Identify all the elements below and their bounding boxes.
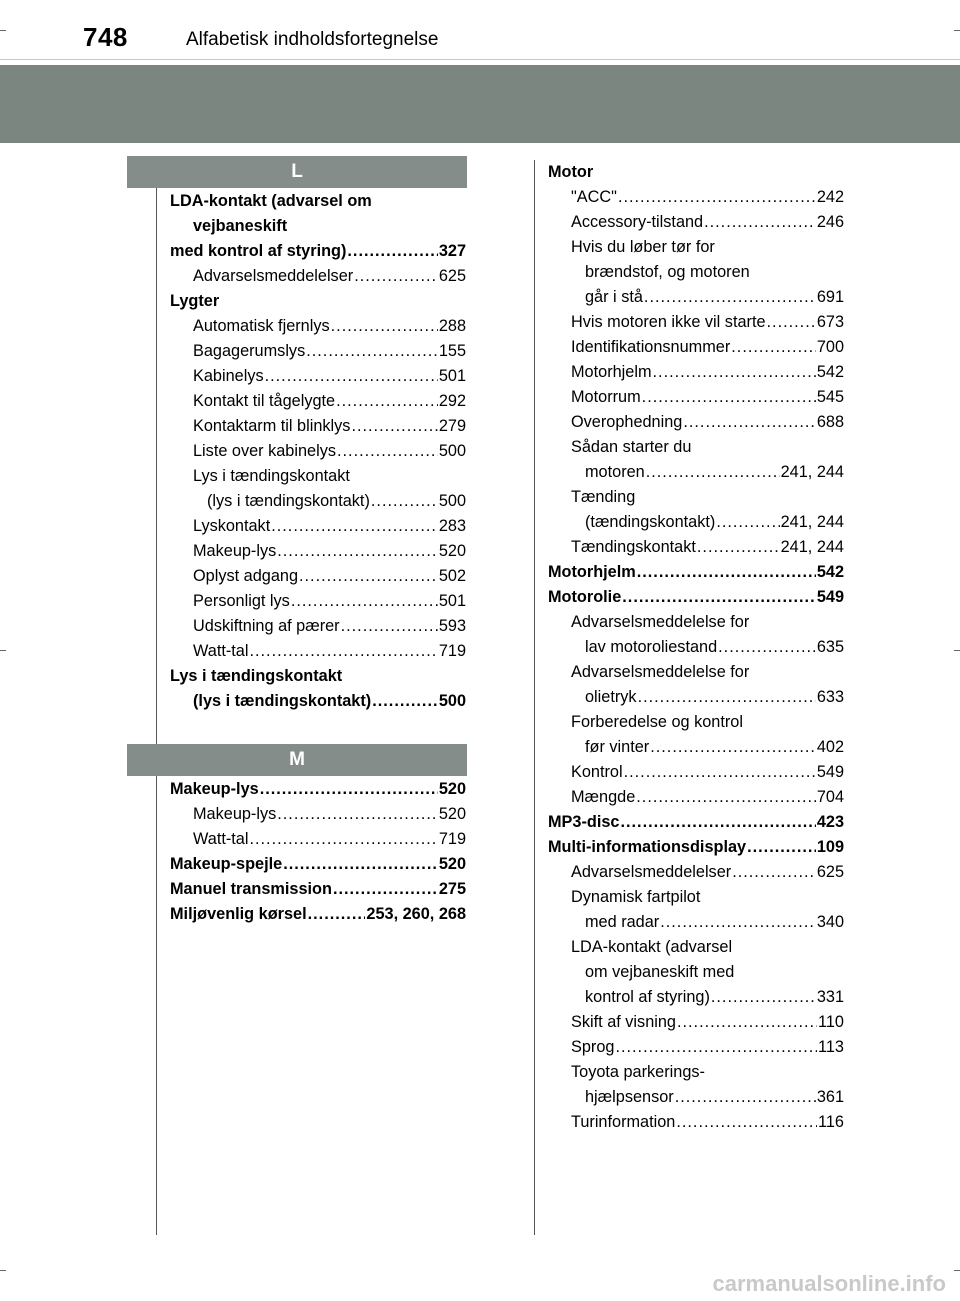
dot-leader: [697, 535, 780, 560]
index-entry-text: Advarselsmeddelelser: [571, 863, 732, 881]
index-entry-text: "ACC": [571, 188, 617, 206]
index-entry-text: Kabinelys: [193, 367, 264, 385]
crop-mark: [954, 650, 960, 651]
index-entry-page: 542: [816, 563, 844, 581]
index-entry-page: 283: [438, 517, 466, 535]
index-entry-text: Accessory-tilstand: [571, 213, 704, 231]
index-entry: [548, 185, 844, 210]
dot-leader: [331, 314, 438, 339]
dot-leader: [683, 410, 815, 435]
index-entry: [548, 485, 844, 510]
dot-leader: [283, 852, 438, 877]
dot-leader: [675, 1085, 816, 1110]
dot-leader: [638, 685, 816, 710]
index-entry: [170, 827, 466, 852]
index-entry-text: Skift af visning: [571, 1013, 676, 1031]
index-entry: [548, 985, 844, 1010]
index-entry-page: 549: [816, 763, 844, 781]
index-entry: [170, 589, 466, 614]
page-number: 748: [83, 22, 128, 52]
index-entry-page: 288: [438, 317, 466, 335]
index-entry: [548, 385, 844, 410]
index-entry-text: Automatisk fjernlys: [193, 317, 330, 335]
index-entry-page: 113: [818, 1038, 844, 1056]
index-entry: [548, 260, 844, 285]
index-entry-text: lav motoroliestand: [585, 638, 718, 656]
index-entry: [548, 860, 844, 885]
index-entry-text: Tænding: [571, 488, 636, 506]
index-entry: [548, 335, 844, 360]
index-entry: [170, 802, 466, 827]
section-m-entries: [170, 777, 466, 927]
index-entry: [548, 1060, 844, 1085]
watermark: carmanualsonline.info: [712, 1271, 946, 1296]
index-entry: [548, 910, 844, 935]
index-entry-text: kontrol af styring): [585, 988, 710, 1006]
index-entry: [170, 414, 466, 439]
index-entry-page: 520: [438, 542, 466, 560]
dot-leader: [249, 827, 437, 852]
dot-leader: [653, 360, 816, 385]
index-entry: [170, 314, 466, 339]
index-entry-text: Motorhjelm: [571, 363, 652, 381]
index-entry-page: 501: [438, 592, 466, 610]
index-entry: [170, 364, 466, 389]
crop-mark: [0, 30, 6, 31]
index-entry-text: Motorhjelm: [548, 563, 636, 581]
dot-leader: [650, 735, 816, 760]
index-entry-text: olietryk: [585, 688, 637, 706]
index-entry: [548, 1010, 844, 1035]
index-entry-text: Lygter: [170, 292, 220, 310]
index-entry: [170, 564, 466, 589]
index-entry: [548, 810, 844, 835]
index-entry-page: 116: [818, 1113, 844, 1131]
index-entry-page: 500: [438, 492, 466, 510]
index-entry-text: Miljøvenlig kørsel: [170, 905, 307, 923]
index-entry-text: Kontrol: [571, 763, 623, 781]
header-band: [0, 65, 960, 143]
index-entry: [170, 339, 466, 364]
index-entry-text: (lys i tændingskontakt): [207, 492, 370, 510]
index-entry-text: Personligt lys: [193, 592, 290, 610]
index-entry-page: 500: [438, 442, 466, 460]
index-entry-text: Udskiftning af pærer: [193, 617, 340, 635]
index-entry-page: 109: [816, 838, 844, 856]
index-entry-page: 327: [438, 242, 466, 260]
index-entry-page: 241, 244: [780, 463, 844, 481]
dot-leader: [747, 835, 816, 860]
section-header-m: M: [127, 744, 467, 776]
index-entry-text: før vinter: [585, 738, 650, 756]
index-entry-page: 110: [818, 1013, 844, 1031]
index-entry-text: (lys i tændingskontakt): [193, 692, 372, 710]
dot-leader: [622, 585, 816, 610]
index-entry: [548, 960, 844, 985]
index-entry: [170, 639, 466, 664]
dot-leader: [299, 564, 438, 589]
index-entry: [170, 664, 466, 689]
index-entry-text: Sådan starter du: [571, 438, 692, 456]
dot-leader: [676, 1110, 817, 1135]
index-entry-page: 279: [438, 417, 466, 435]
index-entry-page: 502: [438, 567, 466, 585]
index-entry: [170, 539, 466, 564]
index-entry: [170, 464, 466, 489]
index-entry-page: 704: [816, 788, 844, 806]
index-entry: [170, 389, 466, 414]
dot-leader: [711, 985, 816, 1010]
index-entry-text: Lys i tændingskontakt: [170, 667, 343, 685]
crop-mark: [0, 1270, 6, 1271]
dot-leader: [347, 239, 437, 264]
index-entry: [170, 489, 466, 514]
dot-leader: [620, 810, 815, 835]
index-entry: [548, 760, 844, 785]
index-entry-text: Forberedelse og kontrol: [571, 713, 743, 731]
dot-leader: [333, 877, 438, 902]
dot-leader: [618, 185, 816, 210]
index-entry: [548, 460, 844, 485]
dot-leader: [341, 614, 438, 639]
index-entry: [170, 777, 466, 802]
index-entry: [548, 885, 844, 910]
index-entry-page: 520: [438, 855, 466, 873]
index-entry-text: Bagagerumslys: [193, 342, 306, 360]
index-entry-text: Turinformation: [571, 1113, 676, 1131]
index-entry-text: Motorrum: [571, 388, 641, 406]
index-entry-page: 593: [438, 617, 466, 635]
index-entry-page: 292: [438, 392, 466, 410]
dot-leader: [716, 510, 779, 535]
dot-leader: [277, 802, 438, 827]
index-entry: [548, 585, 844, 610]
index-entry-page: 331: [816, 988, 844, 1006]
dot-leader: [644, 285, 816, 310]
dot-leader: [260, 777, 438, 802]
index-entry: [548, 935, 844, 960]
index-entry-page: 691: [816, 288, 844, 306]
index-entry-text: Dynamisk fartpilot: [571, 888, 701, 906]
index-entry-text: Hvis du løber tør for: [571, 238, 715, 256]
index-entry-page: 635: [816, 638, 844, 656]
dot-leader: [249, 639, 437, 664]
index-entry-page: 542: [816, 363, 844, 381]
dot-leader: [767, 310, 816, 335]
index-entry-text: Toyota parkerings-: [571, 1063, 705, 1081]
index-entry: [548, 160, 844, 185]
dot-leader: [306, 339, 438, 364]
index-entry-text: hjælpsensor: [585, 1088, 674, 1106]
dot-leader: [337, 439, 438, 464]
header-rule: [0, 59, 960, 60]
dot-leader: [354, 264, 438, 289]
index-entry-page: 241, 244: [780, 538, 844, 556]
index-entry: [548, 535, 844, 560]
index-entry: [548, 1035, 844, 1060]
index-entry-page: 275: [438, 880, 466, 898]
index-entry-text: Sprog: [571, 1038, 615, 1056]
index-entry: [548, 685, 844, 710]
index-entry: [548, 410, 844, 435]
index-entry-text: vejbaneskift: [193, 217, 288, 235]
index-entry: [548, 785, 844, 810]
index-entry: [548, 660, 844, 685]
index-entry-text: Multi-informationsdisplay: [548, 838, 747, 856]
index-entry-text: Watt-tal: [193, 830, 249, 848]
dot-leader: [371, 489, 438, 514]
index-entry: [170, 264, 466, 289]
dot-leader: [336, 389, 438, 414]
index-entry-text: med radar: [585, 913, 660, 931]
center-column-rule: [534, 160, 535, 1235]
index-entry: [548, 210, 844, 235]
index-entry-text: Makeup-lys: [193, 542, 277, 560]
dot-leader: [660, 910, 816, 935]
dot-leader: [731, 335, 816, 360]
index-entry: [170, 689, 466, 714]
index-entry-page: 500: [438, 692, 466, 710]
crop-mark: [954, 1270, 960, 1271]
index-entry: [170, 614, 466, 639]
index-entry-text: Makeup-spejle: [170, 855, 283, 873]
index-entry-page: 423: [816, 813, 844, 831]
index-entry: [170, 189, 466, 214]
dot-leader: [718, 635, 816, 660]
index-entry-page: 242: [816, 188, 844, 206]
index-entry-text: Lyskontakt: [193, 517, 271, 535]
index-entry-text: Lys i tændingskontakt: [193, 467, 350, 485]
index-entry-text: Kontaktarm til blinklys: [193, 417, 351, 435]
index-entry: [548, 1085, 844, 1110]
index-entry: [170, 852, 466, 877]
index-entry-page: 520: [438, 805, 466, 823]
index-entry: [548, 510, 844, 535]
index-entry-text: går i stå: [585, 288, 643, 306]
index-entry: [548, 735, 844, 760]
index-entry: [548, 635, 844, 660]
dot-leader: [704, 210, 816, 235]
dot-leader: [677, 1010, 817, 1035]
index-entry-page: 402: [816, 738, 844, 756]
index-entry-text: motoren: [585, 463, 645, 481]
index-entry-text: MP3-disc: [548, 813, 620, 831]
index-entry: [548, 310, 844, 335]
index-entry-text: om vejbaneskift med: [585, 963, 735, 981]
index-entry-page: 625: [438, 267, 466, 285]
index-entry: [548, 1110, 844, 1135]
index-entry: [548, 610, 844, 635]
index-entry: [548, 435, 844, 460]
index-entry-text: Overophedning: [571, 413, 683, 431]
section-l-entries: [170, 189, 466, 714]
dot-leader: [351, 414, 437, 439]
dot-leader: [291, 589, 438, 614]
index-entry-text: Liste over kabinelys: [193, 442, 336, 460]
index-entry-text: Advarselsmeddelelse for: [571, 663, 750, 681]
dot-leader: [308, 902, 366, 927]
index-entry-text: Watt-tal: [193, 642, 249, 660]
index-entry-page: 246: [816, 213, 844, 231]
left-column-rule: [156, 186, 157, 1235]
index-entry-text: Mængde: [571, 788, 636, 806]
index-entry-text: brændstof, og motoren: [585, 263, 750, 281]
index-entry: [170, 877, 466, 902]
index-entry: [548, 710, 844, 735]
index-entry: [170, 439, 466, 464]
index-entry: [548, 360, 844, 385]
index-entry-page: 633: [816, 688, 844, 706]
index-entry-page: 361: [816, 1088, 844, 1106]
index-entry-text: Makeup-lys: [170, 780, 259, 798]
index-entry: [170, 214, 466, 239]
crop-mark: [0, 650, 6, 651]
dot-leader: [372, 689, 438, 714]
index-entry-page: 700: [816, 338, 844, 356]
crop-mark: [954, 30, 960, 31]
page-title: Alfabetisk indholdsfortegnelse: [186, 29, 439, 50]
index-entry-page: 501: [438, 367, 466, 385]
section-header-l: L: [127, 156, 467, 188]
index-entry-text: LDA-kontakt (advarsel: [571, 938, 733, 956]
index-entry: [170, 239, 466, 264]
dot-leader: [265, 364, 438, 389]
dot-leader: [624, 760, 816, 785]
index-entry-page: 688: [816, 413, 844, 431]
index-entry-page: 719: [438, 642, 466, 660]
index-entry: [548, 235, 844, 260]
index-entry-page: 340: [816, 913, 844, 931]
index-entry-text: (tændingskontakt): [585, 513, 716, 531]
index-entry-page: 625: [816, 863, 844, 881]
index-entry-page: 545: [816, 388, 844, 406]
index-entry-page: 253, 260, 268: [366, 905, 466, 923]
index-entry: [170, 514, 466, 539]
dot-leader: [636, 785, 816, 810]
right-column-entries: [548, 160, 844, 1135]
dot-leader: [642, 385, 816, 410]
index-entry: [170, 289, 466, 314]
dot-leader: [732, 860, 816, 885]
dot-leader: [271, 514, 438, 539]
index-entry-text: Oplyst adgang: [193, 567, 298, 585]
index-entry-page: 673: [816, 313, 844, 331]
index-entry-page: 520: [438, 780, 466, 798]
index-entry-text: Manuel transmission: [170, 880, 332, 898]
index-entry-page: 719: [438, 830, 466, 848]
index-entry: [548, 285, 844, 310]
index-entry-text: Advarselsmeddelelser: [193, 267, 354, 285]
index-entry-text: Hvis motoren ikke vil starte: [571, 313, 766, 331]
index-entry-text: med kontrol af styring): [170, 242, 347, 260]
dot-leader: [637, 560, 816, 585]
dot-leader: [646, 460, 780, 485]
index-entry: [548, 560, 844, 585]
index-entry-text: Tændingskontakt: [571, 538, 696, 556]
index-entry: [170, 902, 466, 927]
index-entry-text: Advarselsmeddelelse for: [571, 613, 750, 631]
index-entry-page: 549: [816, 588, 844, 606]
index-entry-text: LDA-kontakt (advarsel om: [170, 192, 372, 210]
dot-leader: [277, 539, 438, 564]
dot-leader: [615, 1035, 817, 1060]
index-entry-page: 241, 244: [780, 513, 844, 531]
index-entry-text: Motor: [548, 163, 594, 181]
index-entry: [548, 835, 844, 860]
index-entry-text: Motorolie: [548, 588, 622, 606]
index-entry-text: Identifikationsnummer: [571, 338, 731, 356]
index-entry-text: Kontakt til tågelygte: [193, 392, 336, 410]
index-entry-text: Makeup-lys: [193, 805, 277, 823]
index-entry-page: 155: [438, 342, 466, 360]
